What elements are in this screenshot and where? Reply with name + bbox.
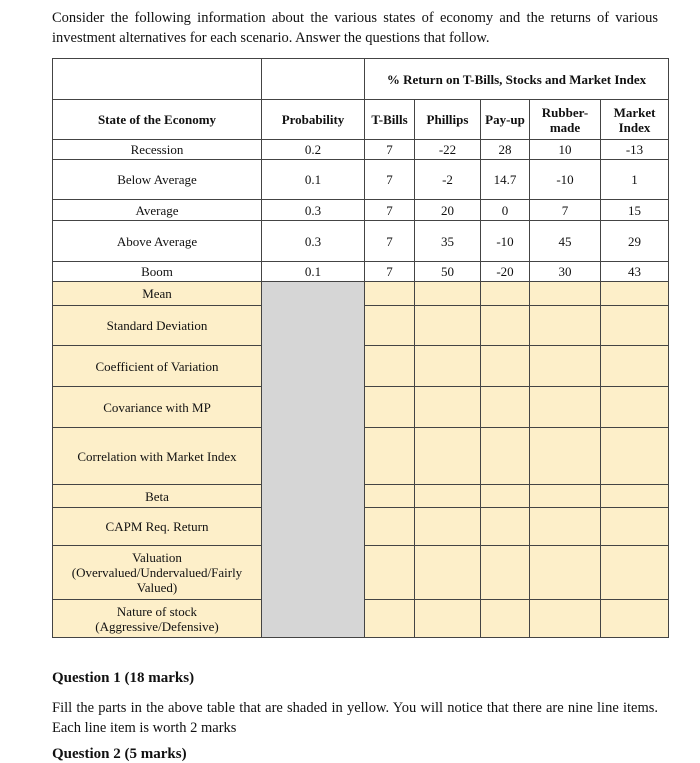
col-header-probability: Probability — [262, 100, 365, 140]
answer-cell[interactable] — [601, 282, 669, 306]
answer-cell[interactable] — [415, 508, 481, 546]
probability-cell: 0.3 — [262, 221, 365, 262]
answer-cell[interactable] — [481, 485, 530, 508]
answer-cell[interactable] — [365, 282, 415, 306]
answer-cell[interactable] — [481, 428, 530, 485]
answer-cell[interactable] — [530, 346, 601, 387]
answer-cell[interactable] — [481, 546, 530, 600]
answer-cell[interactable] — [530, 508, 601, 546]
answer-cell[interactable] — [365, 346, 415, 387]
answer-cell[interactable] — [481, 600, 530, 638]
answer-cell[interactable] — [601, 346, 669, 387]
answer-cell[interactable] — [530, 485, 601, 508]
probability-shaded-block — [262, 282, 365, 638]
answer-cell[interactable] — [415, 306, 481, 346]
answer-cell[interactable] — [601, 485, 669, 508]
header-blank-probability — [262, 59, 365, 100]
tbills-cell: 7 — [365, 140, 415, 160]
probability-cell: 0.1 — [262, 160, 365, 200]
metric-label: Nature of stock (Aggressive/Defensive) — [53, 600, 262, 638]
answer-cell[interactable] — [415, 546, 481, 600]
col-header-phillips: Phillips — [415, 100, 481, 140]
answer-cell[interactable] — [481, 346, 530, 387]
answer-cell[interactable] — [415, 346, 481, 387]
col-header-payup: Pay-up — [481, 100, 530, 140]
table-row — [53, 200, 669, 221]
market-index-cell: -13 — [601, 140, 669, 160]
answer-cell[interactable] — [601, 428, 669, 485]
answer-cell[interactable] — [530, 282, 601, 306]
rubbermade-cell: 7 — [530, 200, 601, 221]
answer-cell[interactable] — [530, 306, 601, 346]
answer-cell[interactable] — [601, 387, 669, 428]
rubbermade-cell: -10 — [530, 160, 601, 200]
answer-cell[interactable] — [365, 600, 415, 638]
answer-cell[interactable] — [530, 428, 601, 485]
market-index-cell: 1 — [601, 160, 669, 200]
rubbermade-cell: 30 — [530, 262, 601, 282]
table-row — [53, 160, 669, 200]
payup-cell: 0 — [481, 200, 530, 221]
answer-cell[interactable] — [530, 600, 601, 638]
tbills-cell: 7 — [365, 262, 415, 282]
state-cell: Below Average — [53, 160, 262, 200]
header-blank-state — [53, 59, 262, 100]
phillips-cell: 20 — [415, 200, 481, 221]
answer-cell[interactable] — [365, 546, 415, 600]
answer-cell[interactable] — [365, 508, 415, 546]
answer-cell[interactable] — [415, 387, 481, 428]
state-cell: Average — [53, 200, 262, 221]
answer-cell[interactable] — [481, 387, 530, 428]
rubbermade-cell: 45 — [530, 221, 601, 262]
table-row — [53, 221, 669, 262]
returns-table — [52, 58, 669, 638]
phillips-cell: 35 — [415, 221, 481, 262]
payup-cell: 14.7 — [481, 160, 530, 200]
probability-cell: 0.1 — [262, 262, 365, 282]
tbills-cell: 7 — [365, 221, 415, 262]
col-header-state: State of the Economy — [53, 100, 262, 140]
payup-cell: -10 — [481, 221, 530, 262]
metric-label: Correlation with Market Index — [53, 428, 262, 485]
market-index-cell: 29 — [601, 221, 669, 262]
tbills-cell: 7 — [365, 160, 415, 200]
state-cell: Boom — [53, 262, 262, 282]
answer-cell[interactable] — [481, 306, 530, 346]
intro-paragraph: Consider the following information about the various states of economy and the returns of various investment alternatives for each scenario. Answer the questions that follow. — [52, 10, 658, 46]
question-1-text: Fill the parts in the above table that are shaded in yellow. You will notice that there are nine line items. Each line item is worth 2 marks — [52, 700, 658, 736]
phillips-cell: -22 — [415, 140, 481, 160]
state-cell: Recession — [53, 140, 262, 160]
answer-cell[interactable] — [365, 387, 415, 428]
answer-cell[interactable] — [601, 546, 669, 600]
table-row — [53, 262, 669, 282]
state-cell: Above Average — [53, 221, 262, 262]
phillips-cell: 50 — [415, 262, 481, 282]
probability-cell: 0.2 — [262, 140, 365, 160]
metric-label: Standard Deviation — [53, 306, 262, 346]
metric-label: Covariance with MP — [53, 387, 262, 428]
phillips-cell: -2 — [415, 160, 481, 200]
metric-label: CAPM Req. Return — [53, 508, 262, 546]
answer-cell[interactable] — [601, 306, 669, 346]
answer-cell[interactable] — [481, 282, 530, 306]
metric-row-mean — [53, 282, 669, 306]
col-header-market-index: Market Index — [601, 100, 669, 140]
metric-label: Coefficient of Variation — [53, 346, 262, 387]
metric-label: Beta — [53, 485, 262, 508]
answer-cell[interactable] — [415, 600, 481, 638]
probability-cell: 0.3 — [262, 200, 365, 221]
question-1-title: Question 1 (18 marks) — [52, 670, 195, 686]
answer-cell[interactable] — [530, 546, 601, 600]
payup-cell: -20 — [481, 262, 530, 282]
answer-cell[interactable] — [365, 306, 415, 346]
answer-cell[interactable] — [481, 508, 530, 546]
answer-cell[interactable] — [365, 485, 415, 508]
rubbermade-cell: 10 — [530, 140, 601, 160]
market-index-cell: 15 — [601, 200, 669, 221]
metric-label: Valuation (Overvalued/Undervalued/Fairly Valued) — [53, 546, 262, 600]
question-2-title: Question 2 (5 marks) — [52, 746, 187, 762]
returns-super-header: % Return on T-Bills, Stocks and Market Index — [365, 59, 669, 100]
answer-cell[interactable] — [415, 428, 481, 485]
col-header-rubbermade: Rubber-made — [530, 100, 601, 140]
answer-cell[interactable] — [365, 428, 415, 485]
table-row — [53, 140, 669, 160]
answer-cell[interactable] — [601, 508, 669, 546]
answer-cell[interactable] — [601, 600, 669, 638]
answer-cell[interactable] — [415, 282, 481, 306]
tbills-cell: 7 — [365, 200, 415, 221]
market-index-cell: 43 — [601, 262, 669, 282]
answer-cell[interactable] — [415, 485, 481, 508]
answer-cell[interactable] — [530, 387, 601, 428]
payup-cell: 28 — [481, 140, 530, 160]
col-header-tbills: T-Bills — [365, 100, 415, 140]
metric-label: Mean — [53, 282, 262, 306]
